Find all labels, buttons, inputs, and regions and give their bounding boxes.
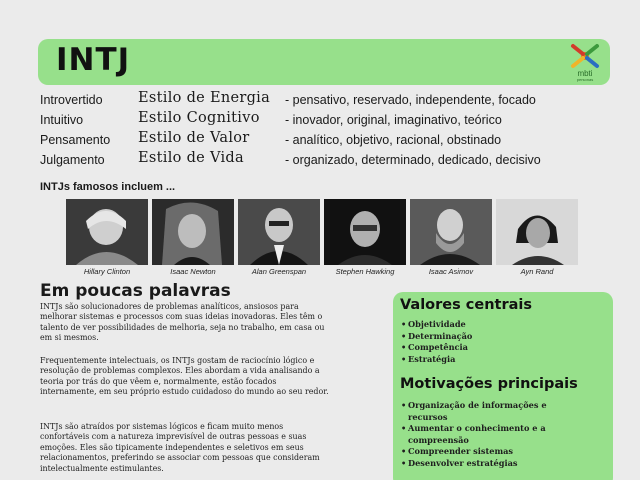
trait-style: Estilo Cognitivo (138, 110, 260, 126)
portrait-photo (324, 199, 406, 265)
trait-row (40, 150, 620, 170)
trait-row (40, 90, 620, 110)
portrait-photo (410, 199, 492, 265)
paragraph-line: INTJs são solucionadores de problemas analíticos, ansiosos para (40, 302, 299, 311)
header-banner (38, 39, 610, 85)
mbti-logo-icon (568, 42, 602, 70)
trait-row (40, 130, 620, 150)
trait-style: Estilo de Vida (138, 150, 244, 166)
portrait-caption: Isaac Asimov (428, 267, 474, 276)
list-item: • Determinação (401, 330, 473, 341)
paragraph-line: relacionamentos, preferindo se associar com pessoas que consideram (40, 453, 320, 463)
portrait-photo (496, 199, 578, 265)
logo-subtext: personas (576, 77, 594, 82)
summary-paragraph (40, 356, 385, 398)
paragraph-line: confortáveis com a natureza imprevisível de outras pessoas e suas (40, 432, 307, 442)
trait-style: Estilo de Energia (138, 90, 271, 106)
trait-description: - pensativo, reservado, independente, focado (285, 93, 536, 107)
portrait-caption: Alan Greenspan (251, 267, 307, 276)
portrait-caption: Ayn Rand (520, 267, 554, 276)
core-values-title: Valores centrais (400, 297, 533, 313)
paragraph-line: Frequentemente intelectuais, os INTJs gostam de raciocínio lógico e (40, 356, 315, 365)
paragraph-line: INTJs são atraídos por sistemas lógicos e ficam muito menos (40, 422, 284, 431)
summary-paragraph (40, 422, 385, 474)
paragraph-line: resolução de problemas complexos. Eles abordam a vida analisando a (40, 366, 320, 376)
summary-paragraph (40, 302, 385, 344)
list-item: • Desenvolver estratégias (401, 457, 518, 468)
trait-description: - organizado, determinado, dedicado, decisivo (285, 153, 541, 167)
trait-description: - analítico, objetivo, racional, obstinado (285, 133, 502, 147)
paragraph-line: internamente, em seu próprio estudo cuidadoso do mundo ao seu redor. (40, 387, 329, 397)
portrait-photo (152, 199, 234, 265)
summary-title: Em poucas palavras (40, 281, 231, 301)
list-item: • Competência (401, 342, 468, 353)
paragraph-line: teoria por trás do que vêem e, normalmente, estão focados (40, 376, 277, 386)
portrait-caption: Hillary Clinton (83, 267, 131, 276)
trait-dimension: Julgamento (40, 153, 105, 167)
paragraph-line: em si mesmos. (40, 333, 99, 343)
list-item: • Aumentar o conhecimento e a compreensão (401, 423, 546, 445)
logo-text: mbti (577, 69, 593, 78)
paragraph-line: talento de ver possibilidades de melhoria, seja no trabalho, em casa ou (40, 322, 325, 332)
famous-title: INTJs famosos incluem ... (40, 181, 176, 193)
list-item: • Estratégia (401, 353, 456, 364)
list-item: • Objetividade (401, 319, 466, 329)
list-item: • Compreender sistemas (401, 446, 514, 457)
trait-style: Estilo de Valor (138, 130, 250, 146)
paragraph-line: intelectualmente estimulantes. (40, 463, 164, 473)
motivations-list (401, 400, 547, 470)
portrait-caption: Stephen Hawking (335, 267, 395, 276)
core-values-list (401, 319, 472, 365)
list-item: • Organização de informações e recursos (401, 400, 547, 422)
page-title: INTJ (56, 42, 131, 78)
trait-row (40, 110, 620, 130)
portrait-caption: Isaac Newton (170, 267, 216, 276)
motivations-title: Motivações principais (400, 376, 578, 392)
portrait-photo (238, 199, 320, 265)
trait-description: - inovador, original, imaginativo, teórico (285, 113, 502, 127)
paragraph-line: melhorar sistemas e processos com suas ideias inovadoras. Eles têm o (40, 312, 323, 322)
values-panel (393, 292, 613, 480)
paragraph-line: emoções. Eles são tipicamente independentes e seletivos em seus (40, 442, 304, 452)
trait-dimension: Intuitivo (40, 113, 84, 127)
mbti-logo (568, 42, 602, 82)
trait-dimension: Pensamento (40, 133, 111, 147)
trait-dimension: Introvertido (40, 93, 103, 107)
portrait-photo (66, 199, 148, 265)
